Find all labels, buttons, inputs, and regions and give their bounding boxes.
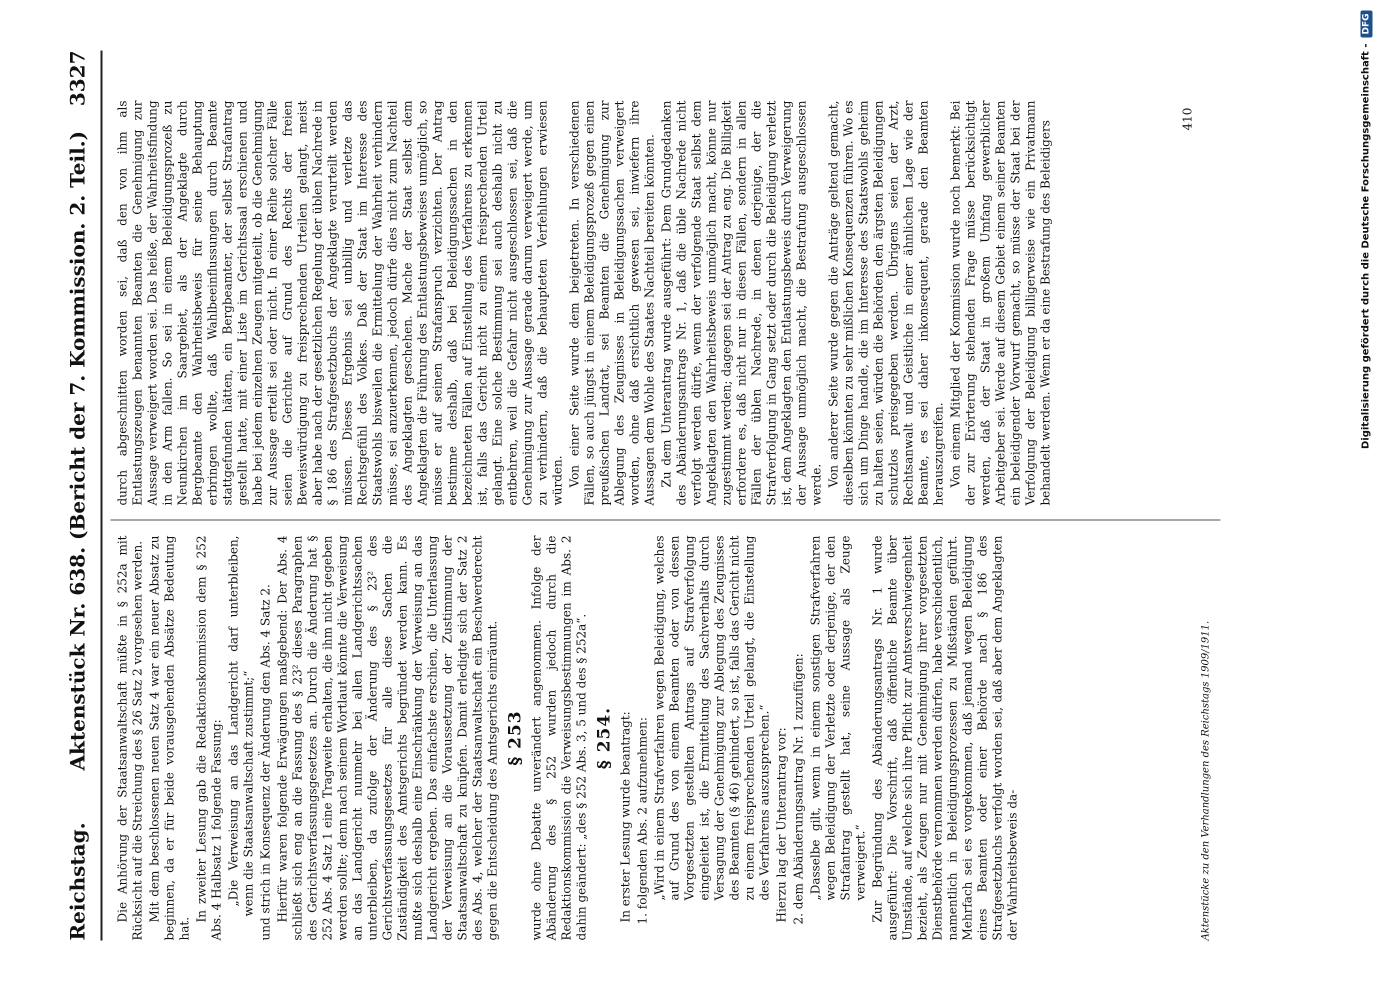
- header-left: Reichstag.: [65, 821, 89, 940]
- paragraph: Von anderer Seite wurde gegen die Anträge geltend gemacht, dieselben könnten zu sehr mißlichen Konsequenzen führen. Wo es sich um Dinge handle, die im Interesse des Staatswohls geheim zu halten seien, würden die Behörden den ärgsten Beleidigungen schutzlos preisgegeben werden. Übrigens seien der Arzt, Rechtsanwalt und Geistliche in einer ähnlichen Lage wie der Beamte, es sei daher inkonsequent, gerade den Beamten herauszugreifen.: [826, 100, 945, 505]
- left-column: [115, 535, 1022, 940]
- page-number-bottom: 410: [1180, 107, 1194, 130]
- header-page-number: 3327: [65, 50, 89, 106]
- digitization-credit: [1360, 0, 1372, 1000]
- quote-paragraph: „Dasselbe gilt, wenn in einem sonstigen Strafverfahren wegen Beleidigung der Verletzte oder derjenige, der den Strafantrag gestellt hat, seine Aussage als Zeuge verweigert.“: [808, 535, 867, 900]
- header-title: Aktenstück Nr. 638. (Bericht der 7. Kommission. 2. Teil.): [65, 130, 89, 770]
- list-item: 2. dem Abänderungsantrag Nr. 1 zuzufügen:: [791, 652, 805, 924]
- paragraph: Die Anhörung der Staatsanwaltschaft müßte in § 252a mit Rücksicht auf die Streichung des § 26 Satz 2 vorgesehen werden.: [115, 535, 144, 940]
- paragraph: Von einer Seite wurde dem beigetreten. In verschiedenen Fällen, so auch jüngst in einem Beleidigungsprozeß gegen einen preußischen Landrat, sei Beamten die Genehmigung zur Ablegung des Zeugnisses in Beleidigungssachen verweigert worden, ohne daß ersichtlich gewesen sei, inwiefern ihre Aussagen dem Wohle des Staates Nachteil bereiten könnten.: [567, 100, 656, 505]
- paragraph: Mit dem beschlossenen neuen Satz 4 war ein neuer Absatz zu beginnen, da er für beide vorausgehenden Absätze Bedeutung hat.: [147, 535, 191, 940]
- column-divider: [110, 519, 1220, 520]
- section-heading: § 254.: [594, 706, 614, 769]
- page-header: [60, 50, 100, 940]
- paragraph: Hierfür waren folgende Erwägungen maßgebend: Der Abs. 4 schließt sich eng an die Fassung des § 23² dieses Paragraphen des Gerichtsverfassungsgesetzes an. Durch die Änderung hat § 252 Abs. 4 Satz 1 eine Tragweite erhalten, die ihm nicht gegeben werden sollte; denn nach seinem Wortlaut könnte die Verweisung an das Landgericht nunmehr bei allen Landgerichtssachen unterbleiben, da zufolge der Änderung des § 23² des Gerichtsverfassungsgesetzes für alle diese Sachen die Zuständigkeit des Amtsgerichts begründet werden kann. Es mußte sich deshalb eine Einschränkung der Verweisung an das Landgericht ergeben. Das einfachste erschien, die Unterlassung der Verweisung an die Voraussetzung der Zustimmung der Staatsanwaltschaft zu knüpfen. Damit erledigte sich der Satz 2 des Abs. 4, welcher der Staatsanwaltschaft ein Beschwerderecht gegen die Entscheidung des Amtsgerichts einräumt.: [275, 535, 499, 940]
- header-rule: [100, 50, 102, 940]
- quote-paragraph: „Die Verweisung an das Landgericht darf unterbleiben, wenn die Staatsanwaltschaft zustimmt;“: [226, 535, 255, 916]
- list-item: 1. folgenden Abs. 2 aufzunehmen:: [635, 716, 649, 924]
- paragraph: In zweiter Lesung gab die Redaktionskommission dem § 252 Abs. 4 Halbsatz 1 folgende Fassung:: [194, 535, 223, 940]
- credit-text: Digitalisierung gefördert durch die Deutsche Forschungsgemeinschaft -: [1360, 43, 1371, 449]
- paragraph: In erster Lesung wurde beantragt:: [618, 710, 632, 922]
- paragraph: Zu dem Unterantrag wurde ausgeführt: Dem Grundgedanken des Abänderungsantrags Nr. 1, daß die üble Nachrede nicht verfolgt werden dürfe, wenn der verfolgende Staat selbst dem Angeklagten den Wahrheitsbeweis unmöglich macht, könne nur zugestimmt werden; dagegen sei der Antrag zu eng. Die Billigkeit erfordere es, daß nicht nur in diesen Fällen, sondern in allen Fällen der üblen Nachrede, in denen derjenige, der die Strafverfolgung in Gang setzt oder durch die Beleidigung verletzt ist, dem Angeklagten den Entlastungsbeweis durch Verweigerung der Aussage unmöglich macht, die Bestrafung ausgeschlossen werde.: [659, 100, 823, 505]
- section-heading: § 253: [505, 709, 525, 766]
- paragraph: wurde ohne Debatte unverändert angenommen. Infolge der Abänderung des § 252 wurden jedoch durch die Redaktionskommission die Verweisungsbestimmungen im Abs. 2 dahin geändert: „des § 252 Abs. 3, 5 und des § 252a“.: [529, 535, 588, 940]
- paragraph: Zur Begründung des Abänderungsantrags Nr. 1 wurde ausgeführt: Die Vorschrift, daß öffentliche Beamte über Umstände, auf welche sich ihre Pflicht zur Amtsverschwiegenheit bezieht, als Zeugen nur mit Genehmigung ihrer vorgesetzten Dienstbehörde vernommen werden dürfen, habe verschiedentlich, namentlich in Beleidigungsprozessen zu Mißständen geführt. Mehrfach sei es vorgekommen, daß jemand wegen Beleidigung eines Beamten oder einer Behörde nach § 186 des Strafgesetzbuchs verfolgt worden sei, daß aber dem Angeklagten der Wahrheitsbeweis da-: [870, 535, 1019, 940]
- right-column: [115, 100, 1055, 505]
- footnote: Aktenstücke zu den Verhandlungen des Reichstags 1909/1911.: [1200, 620, 1211, 940]
- paragraph: durch abgeschnitten worden sei, daß den von ihm als Entlastungszeugen benannten Beamten die Genehmigung zur Aussage verweigert worden sei. Das heiße, der Wahrheitsfindung in den Arm fallen. So sei in einem Beleidigungsprozeß zu Neunkirchen im Saargebiet, als der Angeklagte durch Bergbeamte den Wahrheitsbeweis für seine Behauptung erbringen wollte, daß Wahlbeeinflussungen durch Beamte stattgefunden hätten, ein Bergbeamter, der selbst Strafantrag gestellt hatte, mit einer Liste im Gerichtssaal erschienen und habe bei jedem einzelnen Zeugen mitgeteilt, ob die Genehmigung zur Aussage erteilt sei oder nicht. In einer Reihe solcher Fälle seien die Gerichte auf Grund des Rechts der freien Beweiswürdigung zu freisprechenden Urteilen gelangt, meist aber habe nach der gesetzlichen Regelung der üblen Nachrede in § 186 des Strafgesetzbuchs der Angeklagte verurteilt werden müssen. Dieses Ergebnis sei unbillig und verletze das Rechtsgefühl des Volkes. Daß der Staat im Interesse des Staatswohls bisweilen die Ermittelung der Wahrheit verhindern müsse, sei anzuerkennen, jedoch dürfe dies nicht zum Nachteil des Angeklagten geschehen. Mache der Staat selbst dem Angeklagten die Führung des Entlastungsbeweises unmöglich, so müsse er auf seinen Strafanspruch verzichten. Der Antrag bestimme deshalb, daß bei Beleidigungssachen in den bezeichneten Fällen auf Einstellung des Verfahrens zu erkennen ist, falls das Gericht nicht zu einem freisprechenden Urteil gelangt. Eine solche Bestimmung sei auch deshalb nicht zu entbehren, weil die Gefahr nicht ausgeschlossen sei, daß die Genehmigung zur Aussage gerade darum verweigert werde, um zu verhindern, daß die behaupteten Verfehlungen erwiesen würden.: [115, 100, 564, 505]
- paragraph: Hierzu lag der Unterantrag vor:: [774, 726, 788, 922]
- paragraph: Von einem Mitglied der Kommission wurde noch bemerkt: Bei der zur Erörterung stehenden Frage müsse berücksichtigt werden, daß der Staat in großem Umfang gewerblicher Arbeitgeber sei. Werde auf diesem Gebiet einem seiner Beamten ein beleidigender Vorwurf gemacht, so müsse der Staat bei der Verfolgung der Beleidigung billigerweise wie ein Privatmann behandelt werden. Wenn er da eine Bestrafung des Beleidigers: [948, 100, 1052, 505]
- paragraph: und strich in Konsequenz der Änderung den Abs. 4 Satz 2.: [258, 583, 272, 940]
- quote-paragraph: „Wird in einem Strafverfahren wegen Beleidigung, welches auf Grund des von einem Beamten oder von dessen Vorgesetzten gestellten Antrags auf Strafverfolgung eingeleitet ist, die Ermittelung des Sachverhalts durch Versagung der Genehmigung zur Ablegung des Zeugnisses des Beamten (§ 46) gehindert, so ist, falls das Gericht nicht zu einem freisprechenden Urteil gelangt, die Einstellung des Verfahrens auszusprechen.“: [652, 535, 771, 900]
- dfg-logo: DFG: [1360, 10, 1372, 37]
